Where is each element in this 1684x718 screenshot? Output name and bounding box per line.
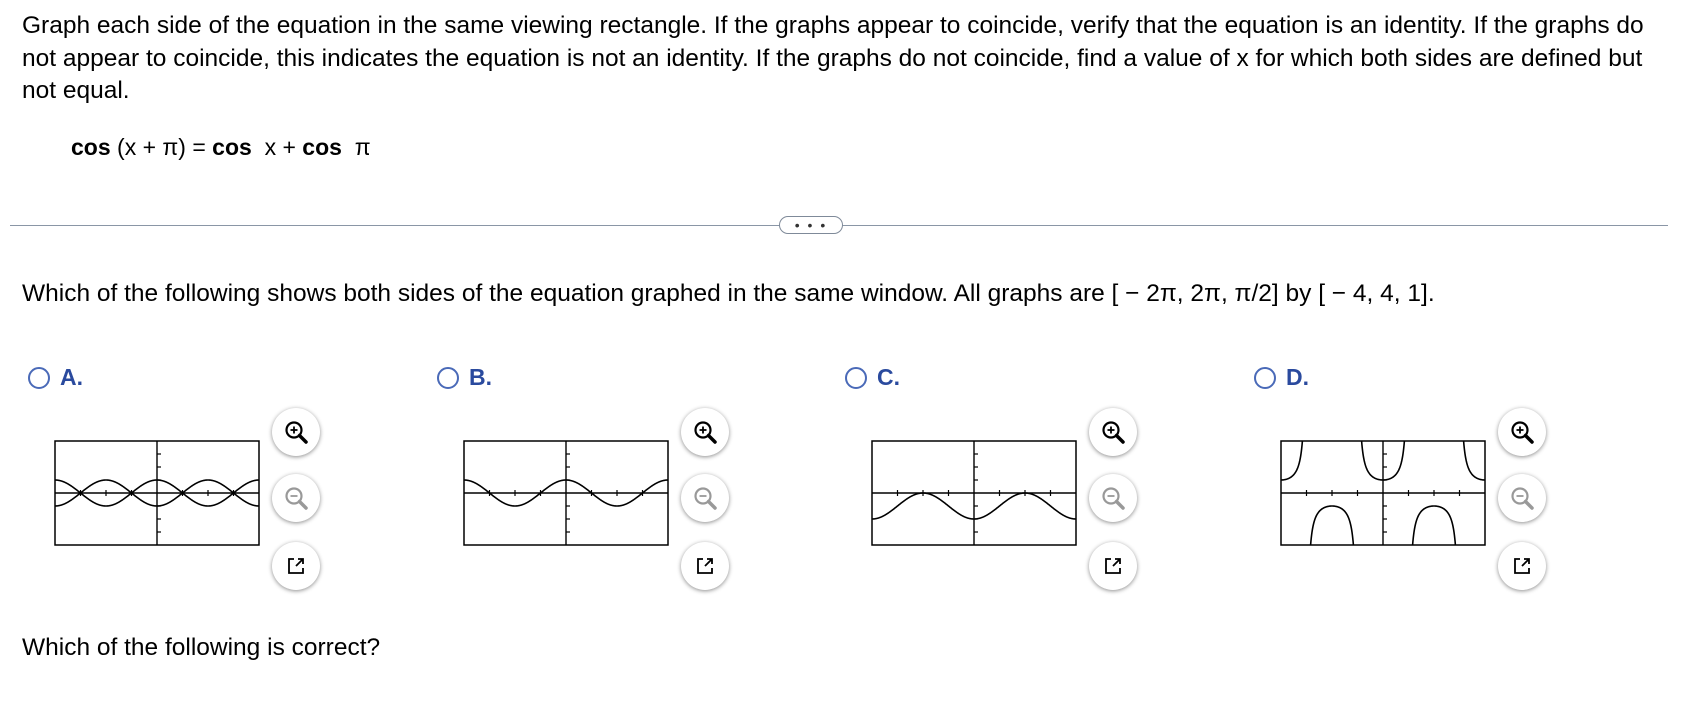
option-a-axes [55, 441, 259, 545]
option-d-label[interactable]: D. [1286, 364, 1309, 390]
popout-icon [284, 554, 308, 578]
eq-rhs-func1: cos [212, 134, 252, 160]
option-b-zoom-out-button[interactable] [681, 474, 729, 522]
option-b-popout-button[interactable] [681, 542, 729, 590]
option-d-zoom-in-button[interactable] [1498, 408, 1546, 456]
zoom-in-icon [1100, 419, 1126, 445]
option-c-zoom-in-button[interactable] [1089, 408, 1137, 456]
bottom-question: Which of the following is correct? [22, 634, 381, 661]
option-b [437, 364, 817, 604]
zoom-out-icon [283, 485, 309, 511]
zoom-in-icon [692, 419, 718, 445]
eq-rhs-mid: x + [251, 134, 303, 160]
option-b-radio[interactable] [437, 367, 459, 389]
option-a-graph [54, 440, 260, 546]
option-a-choice[interactable] [28, 364, 83, 391]
option-d-graph [1280, 440, 1486, 546]
option-a-zoom-in-button[interactable] [272, 408, 320, 456]
option-c-choice[interactable] [845, 364, 900, 391]
option-a-popout-button[interactable] [272, 542, 320, 590]
popout-icon [693, 554, 717, 578]
option-c-zoom-out-button[interactable] [1089, 474, 1137, 522]
option-d-zoom-out-button[interactable] [1498, 474, 1546, 522]
zoom-in-icon [1509, 419, 1535, 445]
option-b-axes [464, 441, 668, 545]
option-a-radio[interactable] [28, 367, 50, 389]
eq-rhs-func2: cos [302, 134, 342, 160]
option-d-radio[interactable] [1254, 367, 1276, 389]
problem-instructions: Graph each side of the equation in the same viewing rectangle. If the graphs appear to coincide, verify that the equation is an identity. If the graphs do not appear to coincide, this indicates the equation is not an identity. If the graphs do not coincide, find a value of x for which both sides are defined but not equal. [22, 12, 1644, 104]
option-d-choice[interactable] [1254, 364, 1309, 391]
option-c-label[interactable]: C. [877, 364, 900, 390]
option-b-zoom-in-button[interactable] [681, 408, 729, 456]
option-c-radio[interactable] [845, 367, 867, 389]
option-c-popout-button[interactable] [1089, 542, 1137, 590]
eq-rhs-end: π [341, 134, 371, 160]
option-b-choice[interactable] [437, 364, 492, 391]
equation [71, 134, 371, 161]
zoom-in-icon [283, 419, 309, 445]
expand-more-button[interactable]: • • • [779, 216, 843, 234]
option-c-graph [871, 440, 1077, 546]
option-a [28, 364, 408, 604]
option-a-zoom-out-button[interactable] [272, 474, 320, 522]
popout-icon [1101, 554, 1125, 578]
eq-lhs-func: cos [71, 134, 111, 160]
option-c-axes [872, 441, 1076, 545]
question-text: Which of the following shows both sides of the equation graphed in the same window. All graphs are [ − 2π, 2π, π/2] by [ − 4, 4, 1]. [22, 280, 1435, 307]
zoom-out-icon [1509, 485, 1535, 511]
option-a-label[interactable]: A. [60, 364, 83, 390]
popout-icon [1510, 554, 1534, 578]
option-b-graph [463, 440, 669, 546]
option-c [845, 364, 1225, 604]
option-d-popout-button[interactable] [1498, 542, 1546, 590]
eq-lhs-arg: (x + π) = [110, 134, 213, 160]
option-d-axes [1281, 441, 1485, 545]
zoom-out-icon [1100, 485, 1126, 511]
option-d [1254, 364, 1634, 604]
zoom-out-icon [692, 485, 718, 511]
option-b-label[interactable]: B. [469, 364, 492, 390]
